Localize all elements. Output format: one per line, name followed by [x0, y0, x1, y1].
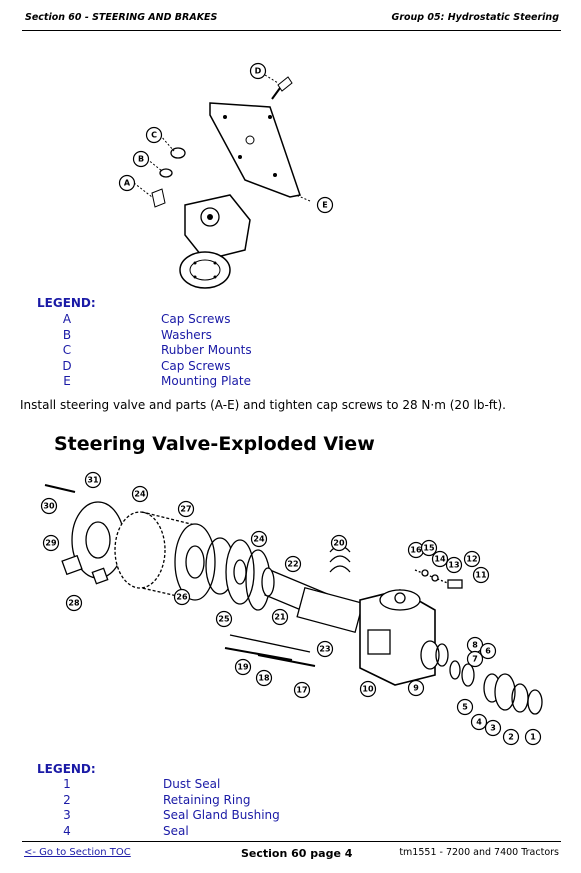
callout-8: 8: [472, 640, 478, 650]
install-instruction: Install steering valve and parts (A-E) and tighten cap screws to 28 N·m (20 lb-ft).: [20, 398, 506, 412]
callout-17: 17: [296, 685, 308, 695]
callout-23: 23: [319, 644, 331, 654]
callout-11: 11: [475, 570, 487, 580]
callout-1: 1: [530, 732, 536, 742]
callout-10: 10: [362, 684, 374, 694]
callout-24: 24: [134, 489, 146, 499]
legend-title-2: LEGEND:: [37, 762, 96, 776]
page-number: Section 60 page 4: [241, 847, 353, 860]
go-to-section-toc-link[interactable]: <- Go to Section TOC: [24, 847, 131, 858]
callout-2: 2: [508, 732, 514, 742]
callout-13: 13: [448, 560, 460, 570]
callout-21: 21: [274, 612, 286, 622]
callout-9: 9: [413, 683, 419, 693]
legend-label: Cap Screws: [161, 358, 231, 373]
legend-key: 2: [63, 792, 71, 807]
legend-label: Retaining Ring: [163, 792, 251, 807]
callout-6: 6: [485, 646, 491, 656]
callout-e: E: [322, 200, 328, 210]
callout-b: B: [137, 154, 145, 164]
callout-4: 4: [476, 717, 482, 727]
callout-28: 28: [68, 598, 80, 608]
legend-title: LEGEND:: [37, 296, 96, 310]
legend-label: Dust Seal: [163, 777, 221, 791]
legend-label: Seal: [163, 823, 189, 838]
document-id: tm1551 - 7200 and 7400 Tractors: [399, 847, 559, 858]
legend-key: D: [62, 358, 72, 373]
legend-label: Washers: [161, 327, 212, 342]
callout-25: 25: [218, 614, 230, 624]
callout-29: 29: [45, 538, 57, 548]
section-header: Section 60 - STEERING AND BRAKES: [25, 12, 218, 23]
callout-15: 15: [423, 543, 435, 553]
legend-key: A: [62, 312, 72, 326]
legend-key: 3: [63, 808, 71, 822]
header-divider: [22, 30, 561, 31]
callout-3: 3: [490, 723, 496, 733]
callout-19: 19: [237, 662, 249, 672]
legend-label: Mounting Plate: [161, 374, 251, 388]
legend-key: B: [62, 327, 72, 342]
legend-label: Rubber Mounts: [161, 343, 252, 357]
callout-22: 22: [287, 559, 299, 569]
callout-16: 16: [410, 545, 422, 555]
callout-18: 18: [258, 673, 270, 683]
callout-31: 31: [87, 475, 99, 485]
callout-d: D: [254, 66, 262, 76]
legend-label: Cap Screws: [161, 312, 231, 326]
legend-key: C: [62, 343, 72, 357]
callout-7: 7: [472, 654, 478, 664]
legend-key: 4: [63, 823, 71, 838]
mounting-illustration: [110, 55, 350, 295]
legend-key: 1: [63, 777, 71, 791]
section-heading: Steering Valve-Exploded View: [54, 433, 375, 455]
callout-a: A: [123, 178, 131, 188]
exploded-view-illustration: [30, 470, 560, 755]
callout-27: 27: [180, 504, 192, 514]
group-header: Group 05: Hydrostatic Steering: [391, 12, 559, 23]
callout-24b: 24: [253, 534, 265, 544]
callout-26: 26: [176, 592, 188, 602]
legend-key: E: [63, 374, 71, 388]
callout-14: 14: [434, 554, 446, 564]
callout-12: 12: [466, 554, 478, 564]
legend-label: Seal Gland Bushing: [163, 808, 280, 822]
callout-c: C: [151, 130, 157, 140]
callout-5: 5: [462, 702, 468, 712]
footer-divider: [22, 841, 561, 842]
callout-20: 20: [333, 538, 345, 548]
callout-30: 30: [43, 501, 55, 511]
